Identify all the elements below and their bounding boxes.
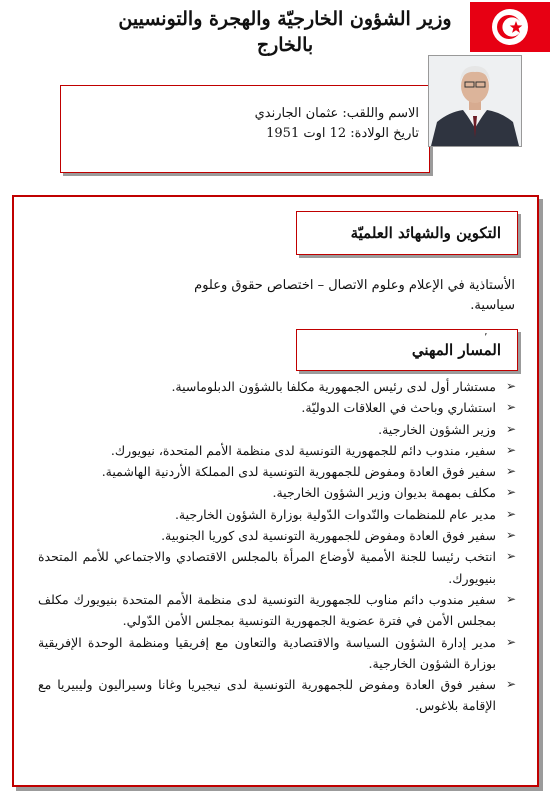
profile-box xyxy=(60,85,430,173)
tunisia-flag xyxy=(470,2,550,52)
education-text xyxy=(60,276,515,316)
education-heading: التكوين والشهائد العلميّة xyxy=(296,211,518,255)
education-line-1: الأستاذية في الإعلام وعلوم الاتصال – اختصاص حقوق وعلوم xyxy=(194,278,515,293)
checkmark-arrow-icon: ➢ xyxy=(505,634,516,649)
checkmark-arrow-icon: ➢ xyxy=(505,442,516,457)
career-item: ➢ استشاري وباحث في العلاقات الدوليّة. xyxy=(38,397,518,418)
career-item: ➢ سفير فوق العادة ومفوض للجمهورية التونسية لدى كوريا الجنوبية. xyxy=(38,525,518,546)
education-line-2: سياسية. xyxy=(470,298,515,313)
career-item: ➢ انتخب رئيسا للجنة الأممية لأوضاع المرأة بالمجلس الاقتصادي والاجتماعي للأمم المتحدة بنيويورك. xyxy=(38,546,518,589)
checkmark-arrow-icon: ➢ xyxy=(505,677,516,692)
title-line-1: وزير الشؤون الخارجيّة والهجرة والتونسيين xyxy=(118,8,452,30)
career-item: ➢ مستشار أول لدى رئيس الجمهورية مكلفا بالشؤون الدبلوماسية. xyxy=(38,376,518,397)
name-line: الاسم واللقب: عثمان الجارندي xyxy=(254,106,419,121)
checkmark-arrow-icon: ➢ xyxy=(505,421,516,436)
career-item: ➢ سفير فوق العادة ومفوض للجمهورية التونسية لدى نيجيريا وغانا وسيراليون وليبيريا مع الإقامة بلاغوس. xyxy=(38,674,518,717)
checkmark-arrow-icon: ➢ xyxy=(505,485,516,500)
crescent-star-icon xyxy=(492,9,528,45)
career-item: ➢ سفير مندوب دائم مناوب للجمهورية التونسية لدى منظمة الأمم المتحدة بنيويورك مكلف بمجلس الأمن في فترة عضوية الجمهورية التونسية بمجلس الأمن الدّولي. xyxy=(38,589,518,632)
stray-mark: ʼ xyxy=(484,331,488,344)
title-line-2: بالخارج xyxy=(256,34,314,56)
portrait-photo xyxy=(428,55,522,147)
checkmark-arrow-icon: ➢ xyxy=(505,591,516,606)
career-item: ➢ سفير فوق العادة ومفوض للجمهورية التونسية لدى المملكة الأردنية الهاشمية. xyxy=(38,461,518,482)
checkmark-arrow-icon: ➢ xyxy=(505,549,516,564)
career-item: ➢ مدير عام للمنظمات والنّدوات الدّولية بوزارة الشؤون الخارجية. xyxy=(38,504,518,525)
career-item: ➢ سفير، مندوب دائم للجمهورية التونسية لدى منظمة الأمم المتحدة، نيويورك. xyxy=(38,440,518,461)
career-item: ➢ مكلف بمهمة بديوان وزير الشؤون الخارجية. xyxy=(38,482,518,503)
career-heading: المسار المهني xyxy=(296,329,518,371)
career-item: ➢ وزير الشؤون الخارجية. xyxy=(38,419,518,440)
checkmark-arrow-icon: ➢ xyxy=(505,379,516,393)
checkmark-arrow-icon: ➢ xyxy=(505,464,516,479)
career-item: ➢ مدير إدارة الشؤون السياسة والاقتصادية والتعاون مع إفريقيا ومنظمة الوحدة الإفريقية بوزارة الشؤون الخارجية. xyxy=(38,632,518,675)
checkmark-arrow-icon: ➢ xyxy=(505,506,516,521)
checkmark-arrow-icon: ➢ xyxy=(505,528,516,543)
birth-date-line: تاريخ الولادة: 12 اوت 1951 xyxy=(266,126,419,141)
checkmark-arrow-icon: ➢ xyxy=(505,400,516,415)
career-list xyxy=(38,376,518,717)
page-title xyxy=(100,6,470,58)
